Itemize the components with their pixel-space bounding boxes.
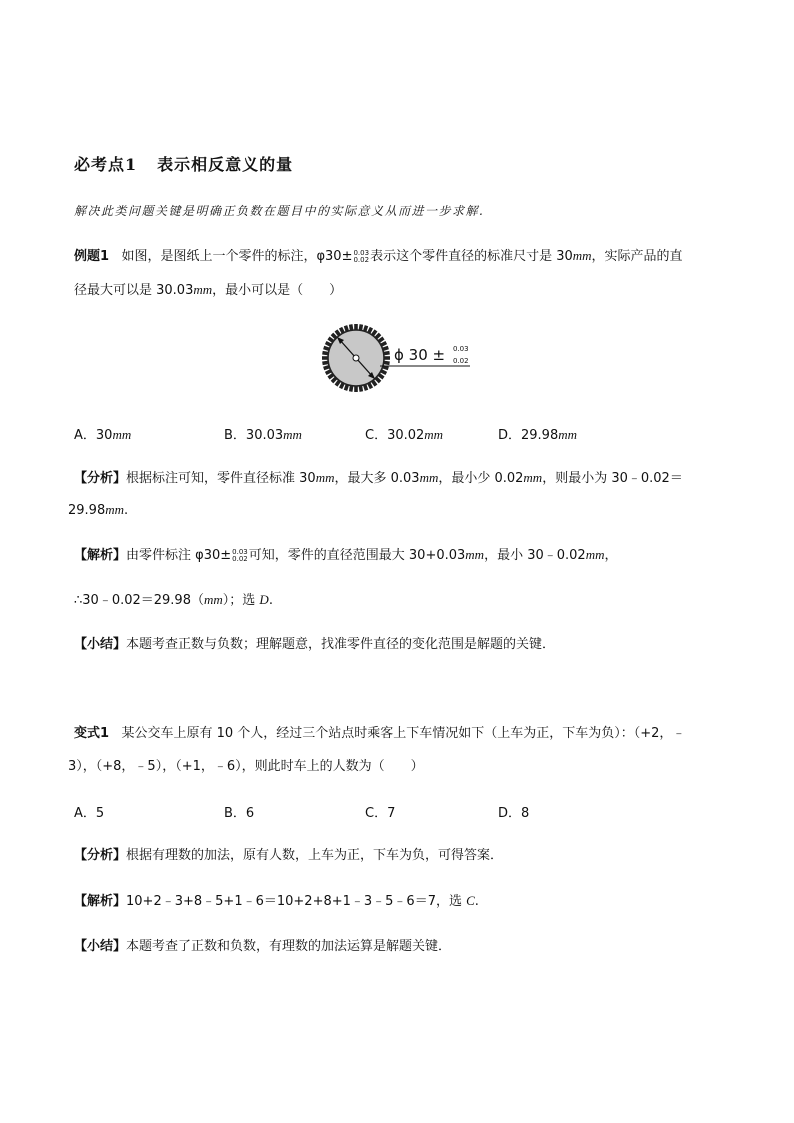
- example-question-line1: [74, 246, 683, 267]
- section-title: [74, 152, 293, 175]
- variant-label: 变式1: [74, 726, 110, 741]
- dimension-text: ϕ 30 ±: [394, 346, 446, 364]
- unit: mm: [572, 248, 592, 263]
- variant-analysis: 【分析】根据有理数的加法，原有人数，上车为正，下车为负，可得答案．: [74, 848, 504, 863]
- tolerance-lower: 0.02: [353, 255, 370, 264]
- option-a[interactable]: A．30mm: [74, 427, 132, 443]
- variant-summary: 【小结】本题考查了正数和负数，有理数的加法运算是解题关键．: [74, 939, 452, 954]
- unit: mm: [193, 282, 213, 297]
- example-label: 例题1: [74, 249, 110, 264]
- variant-solution: 【解析】10+2﹣3+8﹣5+1﹣6＝10+2+8+1﹣3﹣5﹣6＝7，选 C.: [74, 893, 479, 909]
- variant-question-line2: 3），（+8，﹣5），（+1，﹣6），则此时车上的人数为（ ）: [68, 759, 424, 774]
- example-question-text-4: 径最大可以是 30.03: [74, 283, 194, 298]
- variant-question-line1: 变式1 某公交车上原有 10 个人，经过三个站点时乘客上下车情况如下（上车为正，下车为负）：（+2，﹣: [74, 726, 686, 741]
- option-d[interactable]: D．29.98mm: [498, 427, 578, 443]
- example-question-line2: [74, 280, 342, 301]
- tolerance-fraction: [353, 250, 369, 264]
- variant-option-a[interactable]: A．5: [74, 806, 105, 821]
- example-solution-line1: 【解析】由零件标注 φ30± 0.03 0.02 可知，零件的直径范围最大 30+0.03mm，最小 30﹣0.02mm，: [74, 547, 618, 563]
- gear-part-figure: [322, 322, 474, 394]
- example-summary: 【小结】本题考查正数与负数；理解题意，找准零件直径的变化范围是解题的关键．: [74, 637, 556, 652]
- dimension-lower: 0.02: [453, 357, 469, 365]
- example-question-text-3: ，实际产品的直: [591, 249, 683, 264]
- solution-label: 【解析】: [74, 548, 127, 563]
- option-c[interactable]: C．30.02mm: [365, 427, 444, 443]
- tolerance-fraction-2: 0.03 0.02: [232, 547, 248, 563]
- answer-letter: C: [466, 893, 475, 908]
- variant-option-b[interactable]: B．6: [224, 806, 255, 821]
- option-b[interactable]: B．30.03mm: [224, 427, 302, 443]
- variant-option-d[interactable]: D．8: [498, 806, 530, 821]
- tolerance-upper: 0.03: [353, 248, 370, 257]
- section-label: 必考点1: [74, 155, 138, 174]
- example-question-text-5: ，最小可以是（ ）: [212, 283, 343, 298]
- example-solution-line2: ∴30﹣0.02＝29.98（mm）；选 D.: [74, 592, 273, 608]
- tip-text: 解决此类问题关键是明确正负数在题目中的实际意义从而进一步求解.: [74, 204, 485, 218]
- analysis-label: 【分析】: [74, 471, 127, 486]
- example-question-text-2: 表示这个零件直径的标准尺寸是 30: [370, 249, 573, 264]
- example-analysis-line1: 【分析】根据标注可知，零件直径标准 30mm，最大多 0.03mm，最小少 0.02mm，则最小为 30﹣0.02＝: [74, 470, 683, 486]
- example-analysis-line2: 29.98mm.: [68, 502, 129, 518]
- dimension-upper: 0.03: [453, 345, 469, 353]
- section-heading: 表示相反意义的量: [157, 155, 294, 174]
- example-question-text: 如图，是图纸上一个零件的标注，φ30±: [121, 249, 353, 264]
- variant-option-c[interactable]: C．7: [365, 806, 396, 821]
- summary-label: 【小结】: [74, 637, 127, 652]
- gear-center: [353, 355, 359, 361]
- answer-letter: D: [259, 592, 269, 607]
